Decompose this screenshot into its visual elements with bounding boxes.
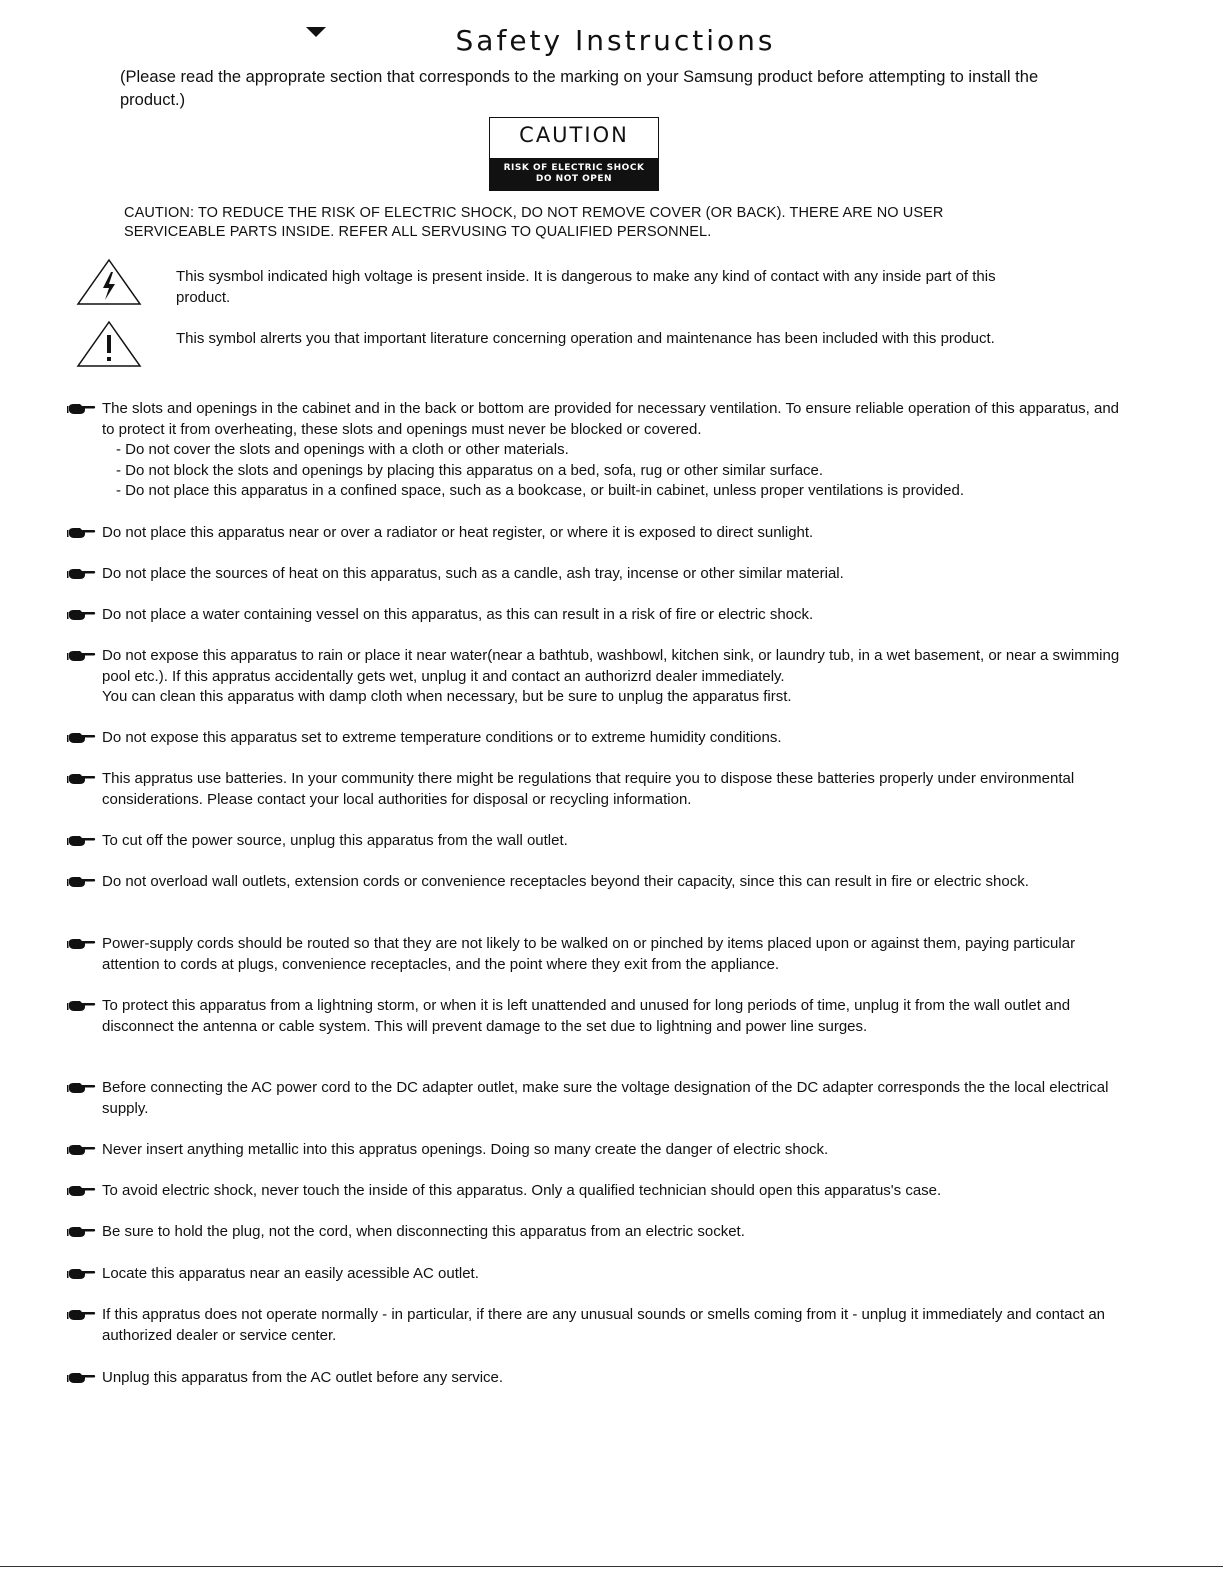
instruction-line: Do not place this apparatus near or over a radiator or heat register, or where it is exposed to direct sunlight. (102, 524, 814, 541)
instruction-item (66, 1368, 1126, 1389)
pointing-hand-icon (66, 875, 96, 889)
instruction-item (66, 996, 1126, 1037)
instruction-text (102, 564, 1126, 585)
caution-text: CAUTION: TO REDUCE THE RISK OF ELECTRIC SHOCK, DO NOT REMOVE COVER (OR BACK). THERE ARE NO USER SERVICEABLE PARTS INSIDE. REFER ALL SERVUSING TO QUALIFIED PERSONNEL. (124, 205, 944, 240)
instruction-text (102, 996, 1126, 1037)
instruction-text (102, 728, 1126, 749)
caution-label (489, 117, 659, 191)
instruction-text (102, 934, 1126, 975)
instruction-item (66, 1140, 1126, 1161)
instruction-item (66, 934, 1126, 975)
instruction-item (66, 872, 1126, 893)
instruction-line: This appratus use batteries. In your community there might be regulations that require you to dispose these batteries properly under environmental considerations. Please contact your local authorities for disposal or recycling information. (102, 770, 1075, 808)
instruction-line: If this appratus does not operate normally - in particular, if there are any unusual sounds or smells coming from it - unplug it immediately and contact an authorized dealer or service center. (102, 1306, 1106, 1344)
instruction-item (66, 523, 1126, 544)
instruction-line: Do not expose this apparatus set to extreme temperature conditions or to extreme humidity conditions. (102, 729, 782, 746)
pointing-hand-icon (66, 649, 96, 663)
pointing-hand-icon (66, 1371, 96, 1385)
instruction-text (102, 605, 1126, 626)
instruction-text (102, 831, 1126, 852)
high-voltage-warning-icon (76, 258, 142, 306)
instruction-item (66, 399, 1126, 502)
exclamation-warning-icon (76, 320, 142, 368)
instruction-text (102, 1140, 1126, 1161)
instruction-text (102, 646, 1126, 708)
instruction-line: You can clean this apparatus with damp cloth when necessary, but be sure to unplug the apparatus first. (102, 688, 792, 705)
pointing-hand-icon (66, 402, 96, 416)
pointing-hand-icon (66, 1267, 96, 1281)
instruction-subline: - Do not block the slots and openings by placing this apparatus on a bed, sofa, rug or other similar surface. (116, 461, 824, 479)
instruction-line: To avoid electric shock, never touch the inside of this apparatus. Only a qualified technician should open this apparatus's case. (102, 1182, 942, 1199)
instruction-line: The slots and openings in the cabinet and in the back or bottom are provided for necessary ventilation. To ensure reliable operation of this apparatus, and to protect it from overheating, these slots and openings must never be blocked or covered. (102, 400, 1120, 438)
pointing-hand-icon (66, 1184, 96, 1198)
page-title: Safety Instructions (455, 24, 776, 57)
intro-text: (Please read the approprate section that corresponds to the marking on your Samsung product before attempting to install the product.) (120, 68, 1039, 109)
caution-strip-line-2: DO NOT OPEN (535, 174, 613, 184)
instruction-line: Power-supply cords should be routed so that they are not likely to be walked on or pinched by items placed upon or against them, paying particular attention to cords at plugs, convenience receptacles, and the point where they exit from the appliance. (102, 935, 1076, 973)
instruction-line: Unplug this apparatus from the AC outlet before any service. (102, 1369, 504, 1386)
instruction-text (102, 1078, 1126, 1119)
pointing-hand-icon (66, 999, 96, 1013)
instruction-item (66, 1181, 1126, 1202)
pointing-hand-icon (66, 731, 96, 745)
instruction-line: Do not overload wall outlets, extension cords or convenience receptacles beyond their capacity, since this can result in fire or electric shock. (102, 873, 1029, 890)
instruction-item (66, 831, 1126, 852)
symbol-text-high-voltage: This sysmbol indicated high voltage is present inside. It is dangerous to make any kind of contact with any inside part of this product. (176, 268, 996, 306)
pointing-hand-icon (66, 1308, 96, 1322)
pointing-hand-icon (66, 937, 96, 951)
caution-strip-line-1: RISK OF ELECTRIC SHOCK (503, 163, 645, 173)
pointing-hand-icon (66, 1143, 96, 1157)
pointing-hand-icon (66, 608, 96, 622)
instruction-item (66, 728, 1126, 749)
instruction-text (102, 1181, 1126, 1202)
instruction-line: Do not place the sources of heat on this apparatus, such as a candle, ash tray, incense or other similar material. (102, 565, 844, 582)
instruction-line: Never insert anything metallic into this appratus openings. Doing so many create the danger of electric shock. (102, 1141, 829, 1158)
instruction-item (66, 769, 1126, 810)
instruction-text (102, 1222, 1126, 1243)
instruction-text (102, 523, 1126, 544)
instruction-item (66, 646, 1126, 708)
instruction-item (66, 1078, 1126, 1119)
instruction-item (66, 564, 1126, 585)
pointing-hand-icon (66, 1225, 96, 1239)
caution-strip (490, 158, 658, 190)
instruction-line: Do not place a water containing vessel on this apparatus, as this can result in a risk of fire or electric shock. (102, 606, 814, 623)
instruction-line: To protect this apparatus from a lightning storm, or when it is left unattended and unused for long periods of time, unplug it from the wall outlet and disconnect the antenna or cable system. This will prevent damage to the set due to lightning and power line surges. (102, 997, 1071, 1035)
instruction-text (102, 1368, 1126, 1389)
instruction-item (66, 1305, 1126, 1346)
instruction-subline: - Do not cover the slots and openings with a cloth or other materials. (116, 441, 569, 458)
instruction-item (66, 1264, 1126, 1285)
instruction-text (102, 1264, 1126, 1285)
instruction-line: Be sure to hold the plug, not the cord, when disconnecting this apparatus from an electric socket. (102, 1223, 745, 1240)
instruction-text (102, 399, 1126, 502)
instruction-line: To cut off the power source, unplug this apparatus from the wall outlet. (102, 832, 568, 849)
instruction-item (66, 1222, 1126, 1243)
symbol-text-exclamation: This symbol alrerts you that important literature concerning operation and maintenance has been included with this product. (176, 330, 995, 347)
pointing-hand-icon (66, 567, 96, 581)
instruction-item (66, 605, 1126, 626)
pointing-hand-icon (66, 772, 96, 786)
instruction-line: Do not expose this apparatus to rain or place it near water(near a bathtub, washbowl, kitchen sink, or laundry tub, in a wet basement, or near a swimming pool etc.). If this appratus accidentally gets wet, unplug it and contact an authorizrd dealer immediately. (102, 647, 1120, 685)
pointing-hand-icon (66, 834, 96, 848)
instruction-text (102, 769, 1126, 810)
instruction-line: Locate this apparatus near an easily acessible AC outlet. (102, 1265, 479, 1282)
instruction-text (102, 1305, 1126, 1346)
page-bottom-rule (0, 1566, 1223, 1567)
instruction-line: Before connecting the AC power cord to the DC adapter outlet, make sure the voltage designation of the DC adapter corresponds the the local electrical supply. (102, 1079, 1109, 1117)
instruction-subline: - Do not place this apparatus in a confined space, such as a bookcase, or built-in cabinet, unless proper ventilations is provided. (116, 482, 964, 499)
pointing-hand-icon (66, 526, 96, 540)
pointing-hand-icon (66, 1081, 96, 1095)
instruction-text (102, 872, 1126, 893)
caution-word: CAUTION (519, 123, 629, 147)
